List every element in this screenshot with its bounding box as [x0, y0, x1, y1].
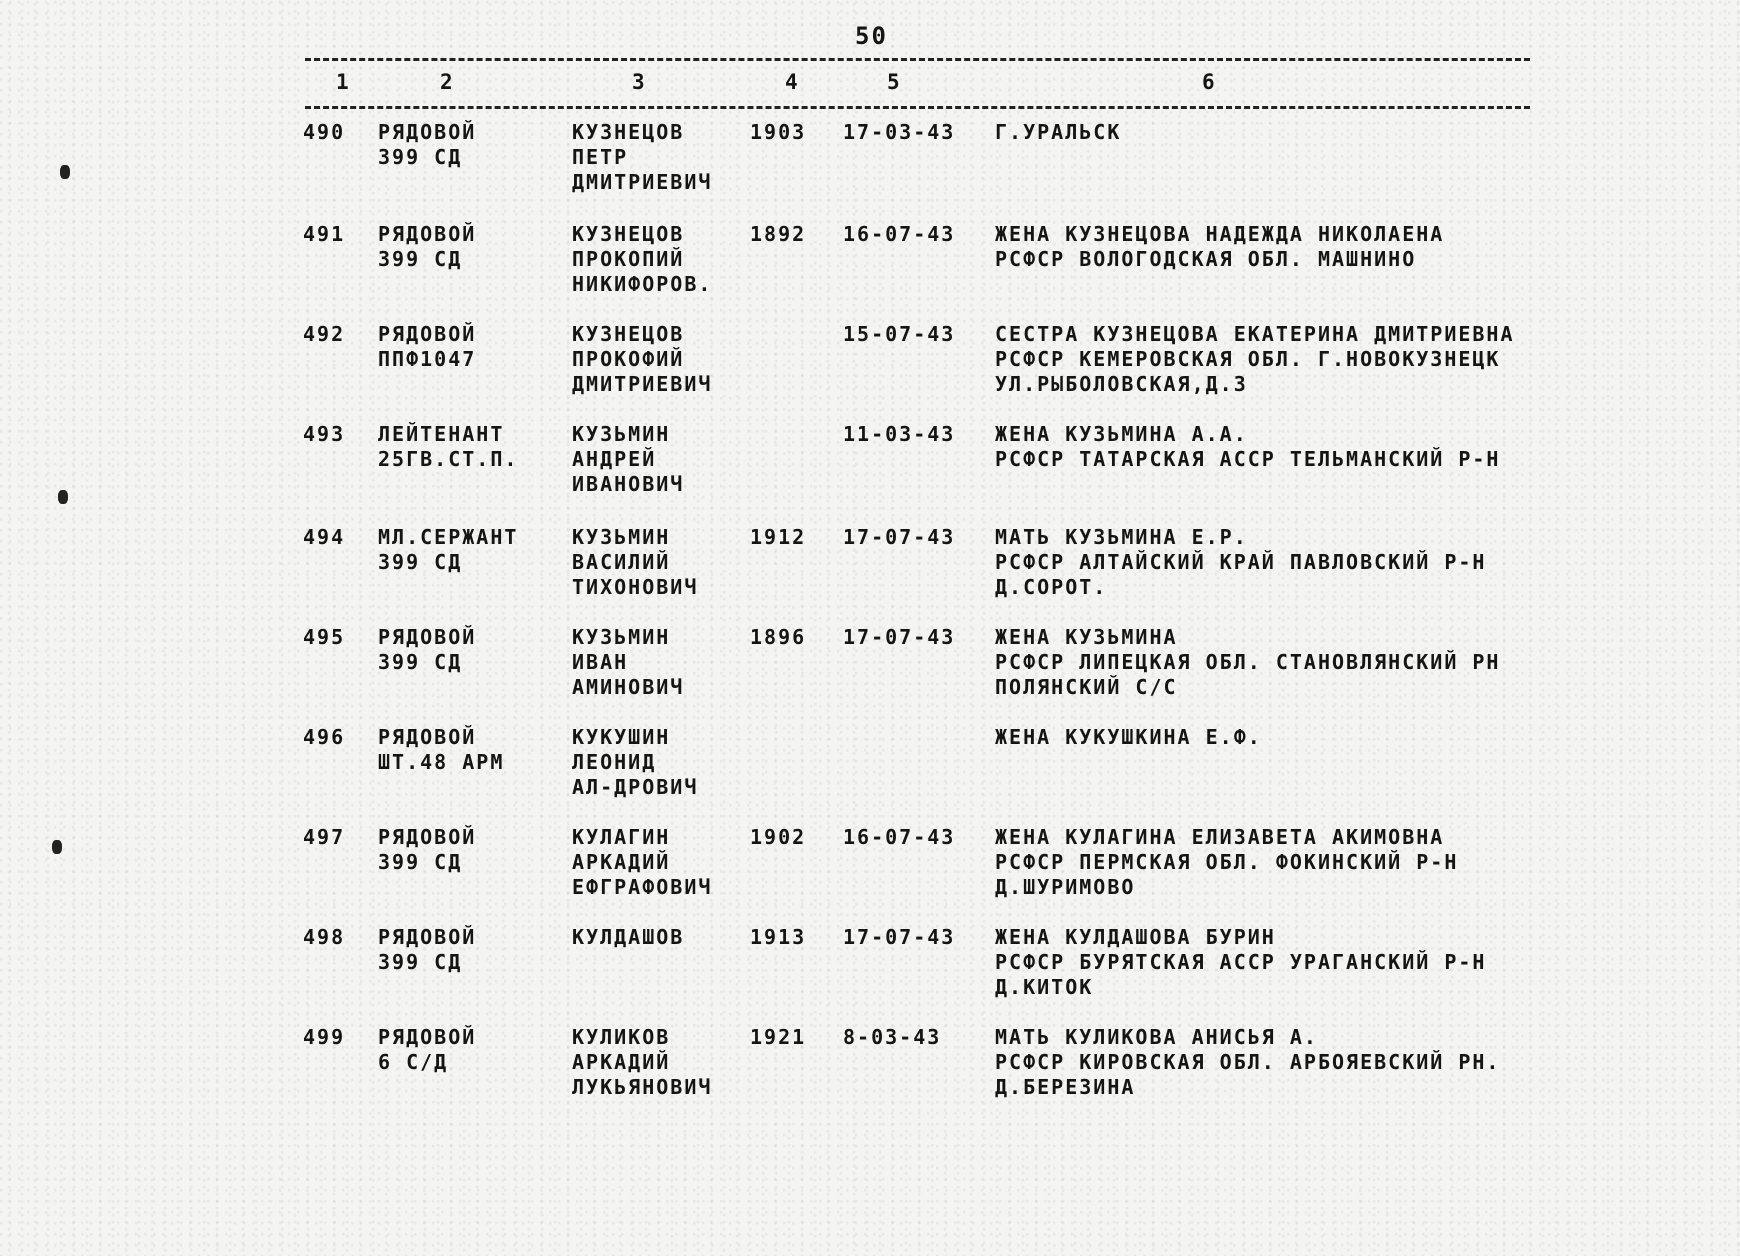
birth-year: 1913	[750, 925, 807, 949]
relative-address	[995, 120, 1121, 145]
relative-address-line: УЛ.РЫБОЛОВСКАЯ,Д.3	[995, 372, 1248, 396]
full-name-line: ИВАНОВИЧ	[572, 472, 685, 496]
full-name-line: ДМИТРИЕВИЧ	[572, 372, 713, 396]
record-number: 496	[303, 725, 346, 749]
relative-address-line: Д.БЕРЕЗИНА	[995, 1075, 1136, 1099]
record-row	[0, 1025, 1740, 1115]
rank-unit-line: РЯДОВОЙ	[378, 925, 477, 949]
record-row	[0, 625, 1740, 715]
full-name	[572, 422, 684, 497]
rank-unit	[378, 422, 518, 472]
relative-address	[995, 925, 1486, 1000]
relative-address-line: РСФСР БУРЯТСКАЯ АССР УРАГАНСКИЙ Р-Н	[995, 950, 1487, 974]
rank-unit-line: РЯДОВОЙ	[378, 222, 477, 246]
rank-unit-line: 399 СД	[378, 247, 463, 271]
relative-address-line: Д.КИТОК	[995, 975, 1094, 999]
relative-address-line: Г.УРАЛЬСК	[995, 120, 1122, 144]
record-row	[0, 525, 1740, 615]
relative-address	[995, 322, 1515, 397]
full-name-line: ВАСИЛИЙ	[572, 550, 671, 574]
death-date: 17-07-43	[843, 525, 956, 549]
relative-address-line: РСФСР ТАТАРСКАЯ АССР ТЕЛЬМАНСКИЙ Р-Н	[995, 447, 1501, 471]
rank-unit-line: РЯДОВОЙ	[378, 625, 477, 649]
relative-address-line: ЖЕНА КУЛДАШОВА БУРИН	[995, 925, 1276, 949]
rank-unit-line: 6 С/Д	[378, 1050, 449, 1074]
rank-unit	[378, 1025, 476, 1075]
rank-unit-line: РЯДОВОЙ	[378, 120, 477, 144]
column-header-5: 5	[887, 70, 900, 94]
relative-address-line: ЖЕНА КУЗЬМИНА	[995, 625, 1178, 649]
full-name-line: ПЕТР	[572, 145, 629, 169]
rank-unit-line: МЛ.СЕРЖАНТ	[378, 525, 519, 549]
relative-address-line: РСФСР ВОЛОГОДСКАЯ ОБЛ. МАШНИНО	[995, 247, 1417, 271]
rank-unit-line: ППФ1047	[378, 347, 477, 371]
death-date: 17-03-43	[843, 120, 956, 144]
rank-unit-line: РЯДОВОЙ	[378, 322, 477, 346]
relative-address-line: Д.СОРОТ.	[995, 575, 1108, 599]
full-name-line: ПРОКОФИЙ	[572, 347, 685, 371]
page-number: 50	[855, 22, 888, 50]
birth-year: 1892	[750, 222, 807, 246]
full-name-line: ТИХОНОВИЧ	[572, 575, 699, 599]
rank-unit-line: 25ГВ.СТ.П.	[378, 447, 519, 471]
full-name-line: КУКУШИН	[572, 725, 671, 749]
record-number: 490	[303, 120, 346, 144]
record-number: 499	[303, 1025, 346, 1049]
rank-unit	[378, 120, 476, 170]
full-name-line: АНДРЕЙ	[572, 447, 657, 471]
record-row	[0, 322, 1740, 412]
full-name-line: ЛУКЬЯНОВИЧ	[572, 1075, 713, 1099]
record-number: 495	[303, 625, 346, 649]
full-name	[572, 1025, 712, 1100]
full-name	[572, 222, 712, 297]
rank-unit	[378, 725, 504, 775]
relative-address-line: ЖЕНА КУЗНЕЦОВА НАДЕЖДА НИКОЛАЕНА	[995, 222, 1445, 246]
death-date: 17-07-43	[843, 625, 956, 649]
relative-address-line: РСФСР КИРОВСКАЯ ОБЛ. АРБОЯЕВСКИЙ РН.	[995, 1050, 1501, 1074]
rank-unit-line: РЯДОВОЙ	[378, 1025, 477, 1049]
relative-address-line: Д.ШУРИМОВО	[995, 875, 1136, 899]
column-header-6: 6	[1202, 70, 1215, 94]
relative-address-line: РСФСР ЛИПЕЦКАЯ ОБЛ. СТАНОВЛЯНСКИЙ РН	[995, 650, 1501, 674]
relative-address-line: РСФСР АЛТАЙСКИЙ КРАЙ ПАВЛОВСКИЙ Р-Н	[995, 550, 1487, 574]
relative-address	[995, 525, 1486, 600]
column-header-2: 2	[440, 70, 453, 94]
record-number: 494	[303, 525, 346, 549]
record-number: 497	[303, 825, 346, 849]
full-name-line: КУЗНЕЦОВ	[572, 120, 685, 144]
full-name	[572, 322, 712, 397]
rank-unit	[378, 525, 518, 575]
record-row	[0, 422, 1740, 512]
rank-unit-line: РЯДОВОЙ	[378, 725, 477, 749]
full-name-line: КУЗЬМИН	[572, 625, 671, 649]
full-name-line: АМИНОВИЧ	[572, 675, 685, 699]
relative-address-line: ПОЛЯНСКИЙ С/С	[995, 675, 1178, 699]
full-name-line: АЛ-ДРОВИЧ	[572, 775, 699, 799]
full-name-line: КУЛАГИН	[572, 825, 671, 849]
rank-unit-line: 399 СД	[378, 650, 463, 674]
rank-unit	[378, 625, 476, 675]
relative-address	[995, 725, 1262, 750]
relative-address-line: ЖЕНА КУЛАГИНА ЕЛИЗАВЕТА АКИМОВНА	[995, 825, 1445, 849]
full-name	[572, 625, 684, 700]
relative-address	[995, 825, 1458, 900]
relative-address	[995, 222, 1444, 272]
rank-unit	[378, 222, 476, 272]
rank-unit	[378, 825, 476, 875]
record-number: 492	[303, 322, 346, 346]
record-row	[0, 725, 1740, 815]
birth-year: 1903	[750, 120, 807, 144]
relative-address-line: РСФСР ПЕРМСКАЯ ОБЛ. ФОКИНСКИЙ Р-Н	[995, 850, 1459, 874]
record-number: 493	[303, 422, 346, 446]
rank-unit	[378, 322, 476, 372]
record-number: 491	[303, 222, 346, 246]
full-name-line: НИКИФОРОВ.	[572, 272, 713, 296]
relative-address-line: РСФСР КЕМЕРОВСКАЯ ОБЛ. Г.НОВОКУЗНЕЦК	[995, 347, 1501, 371]
header-rule-top	[305, 58, 1530, 61]
record-row	[0, 925, 1740, 1015]
death-date: 11-03-43	[843, 422, 956, 446]
full-name	[572, 925, 684, 950]
rank-unit-line: 399 СД	[378, 950, 463, 974]
full-name-line: КУЗЬМИН	[572, 422, 671, 446]
full-name-line: АРКАДИЙ	[572, 1050, 671, 1074]
death-date: 15-07-43	[843, 322, 956, 346]
rank-unit-line: ШТ.48 АРМ	[378, 750, 505, 774]
relative-address	[995, 1025, 1500, 1100]
birth-year: 1921	[750, 1025, 807, 1049]
relative-address-line: ЖЕНА КУКУШКИНА Е.Ф.	[995, 725, 1262, 749]
birth-year: 1896	[750, 625, 807, 649]
relative-address-line: ЖЕНА КУЗЬМИНА А.А.	[995, 422, 1248, 446]
full-name-line: ЕФГРАФОВИЧ	[572, 875, 713, 899]
full-name-line: КУЗЬМИН	[572, 525, 671, 549]
death-date: 16-07-43	[843, 825, 956, 849]
death-date: 17-07-43	[843, 925, 956, 949]
rank-unit-line: РЯДОВОЙ	[378, 825, 477, 849]
relative-address-line: СЕСТРА КУЗНЕЦОВА ЕКАТЕРИНА ДМИТРИЕВНА	[995, 322, 1515, 346]
full-name-line: АРКАДИЙ	[572, 850, 671, 874]
full-name-line: КУЗНЕЦОВ	[572, 322, 685, 346]
record-number: 498	[303, 925, 346, 949]
full-name-line: КУЗНЕЦОВ	[572, 222, 685, 246]
full-name-line: ИВАН	[572, 650, 629, 674]
record-row	[0, 222, 1740, 312]
record-row	[0, 825, 1740, 915]
column-header-1: 1	[336, 70, 349, 94]
full-name	[572, 725, 698, 800]
rank-unit	[378, 925, 476, 975]
rank-unit-line: 399 СД	[378, 550, 463, 574]
full-name-line: КУЛИКОВ	[572, 1025, 671, 1049]
relative-address-line: МАТЬ КУЛИКОВА АНИСЬЯ А.	[995, 1025, 1318, 1049]
relative-address	[995, 422, 1500, 472]
rank-unit-line: 399 СД	[378, 145, 463, 169]
death-date: 8-03-43	[843, 1025, 942, 1049]
birth-year: 1912	[750, 525, 807, 549]
relative-address	[995, 625, 1500, 700]
column-header-3: 3	[632, 70, 645, 94]
death-date: 16-07-43	[843, 222, 956, 246]
full-name-line: ЛЕОНИД	[572, 750, 657, 774]
full-name	[572, 825, 712, 900]
full-name-line: ПРОКОПИЙ	[572, 247, 685, 271]
full-name-line: ДМИТРИЕВИЧ	[572, 170, 713, 194]
birth-year: 1902	[750, 825, 807, 849]
rank-unit-line: ЛЕЙТЕНАНТ	[378, 422, 505, 446]
full-name-line: КУЛДАШОВ	[572, 925, 685, 949]
relative-address-line: МАТЬ КУЗЬМИНА Е.Р.	[995, 525, 1248, 549]
column-header-4: 4	[785, 70, 798, 94]
full-name	[572, 525, 698, 600]
header-rule-bottom	[305, 106, 1530, 109]
rank-unit-line: 399 СД	[378, 850, 463, 874]
record-row	[0, 120, 1740, 210]
full-name	[572, 120, 712, 195]
